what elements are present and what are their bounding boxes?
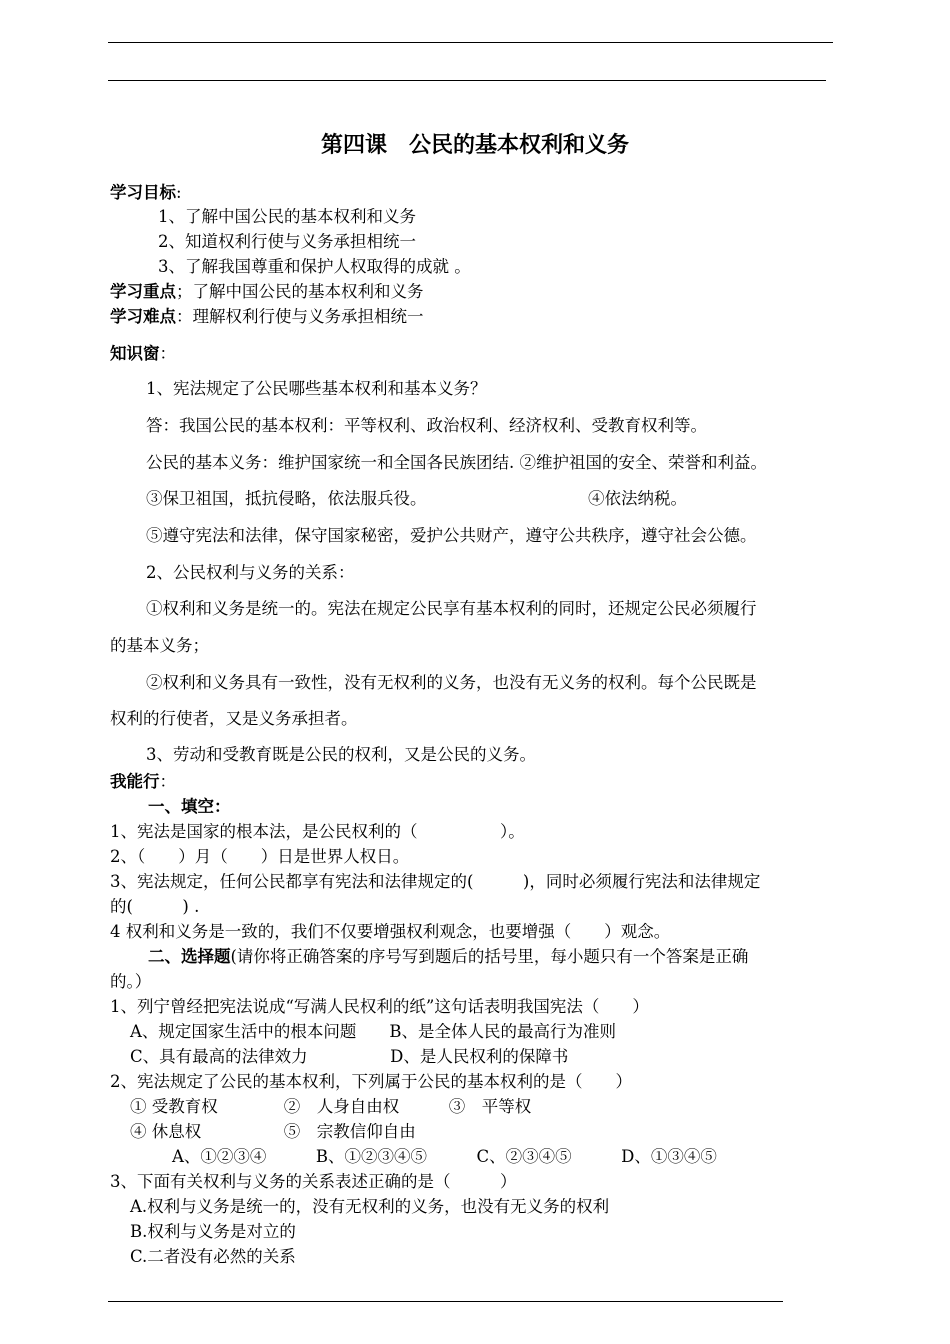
page-title: 第四课 公民的基本权利和义务 [320,133,629,158]
choice-line: C、具有最高的法律效力 D、是人民权利的保障书 [130,1047,569,1066]
choice-line: A、规定国家生活中的根本问题 B、是全体人民的最高行为准则 [130,1022,617,1041]
objective-item: 3、了解我国尊重和保护人权取得的成就 。 [158,257,471,276]
practice-label: 我能行 [110,772,160,791]
choice-line: A.权利与义务是统一的，没有无权利的义务，也没有无义务的权利 [130,1197,610,1216]
choice-line: ① 受教育权 ② 人身自由权 ③ 平等权 [130,1097,532,1116]
fill-line: 2、（ ）月（ ）日是世界人权日。 [110,847,410,866]
knowledge-line: ④依法纳税。 [588,489,687,508]
knowledge-line: 公民的基本义务：维护国家统一和全国各民族团结. ②维护祖国的安全、荣誉和利益。 [146,453,767,472]
fill-line: 的( ) . [110,897,200,916]
knowledge-line: ③保卫祖国，抵抗侵略，依法服兵役。 [146,489,427,508]
choice-instruction: (请你将正确答案的序号写到题后的括号里，每小题只有一个答案是正确 [230,947,749,966]
difficulty-sep: ： [176,307,193,326]
objectives-heading [110,182,182,204]
knowledge-label: 知识窗 [110,344,160,363]
choice-line: B.权利与义务是对立的 [130,1222,296,1241]
header-rule-2 [108,80,826,81]
knowledge-line: ⑤遵守宪法和法律，保守国家秘密，爱护公共财产，遵守公共秩序，遵守社会公德。 [146,526,757,545]
knowledge-line: ①权利和义务是统一的。宪法在规定公民享有基本权利的同时，还规定公民必须履行 [146,599,757,618]
choice-line: A、①②③④ B、①②③④⑤ C、②③④⑤ D、①③④⑤ [172,1147,717,1166]
choice-instruction-cont: 的。） [110,972,152,991]
choice-heading [148,946,748,968]
choice-line: ④ 休息权 ⑤ 宗教信仰自由 [130,1122,416,1141]
choice-line: 2、宪法规定了公民的基本权利，下列属于公民的基本权利的是（ ） [110,1072,632,1091]
choice-line: 3、下面有关权利与义务的关系表述正确的是（ ） [110,1172,517,1191]
fill-line: 1、宪法是国家的根本法，是公民权利的（ ）。 [110,822,525,841]
objectives-colon: : [176,183,182,202]
objectives-label: 学习目标 [110,183,176,202]
knowledge-line: ②权利和义务具有一致性，没有无权利的义务，也没有无义务的权利。每个公民既是 [146,673,757,692]
knowledge-line: 的基本义务； [110,636,209,655]
practice-colon: ： [159,772,176,791]
objective-item: 1、了解中国公民的基本权利和义务 [158,207,416,226]
key-point-text: 了解中国公民的基本权利和义务 [192,282,424,301]
key-point-sep: ； [176,282,193,301]
fill-line: 4 权利和义务是一致的，我们不仅要增强权利观念，也要增强（ ）观念。 [110,922,671,941]
difficulty [110,306,424,328]
difficulty-label: 学习难点 [110,307,176,326]
knowledge-line: 3、劳动和受教育既是公民的权利，又是公民的义务。 [146,745,536,764]
knowledge-line: 权利的行使者，又是义务承担者。 [110,709,358,728]
header-rule-1 [108,42,833,43]
objective-item: 2、知道权利行使与义务承担相统一 [158,232,416,251]
choice-heading-label: 二、选择题 [148,947,231,966]
knowledge-line: 2、公民权利与义务的关系： [146,563,355,582]
footer-rule [108,1301,783,1302]
fill-heading: 一、填空： [148,797,231,816]
knowledge-colon: ： [159,344,176,363]
knowledge-line: 答：我国公民的基本权利：平等权利、政治权利、经济权利、受教育权利等。 [146,416,707,435]
key-point [110,281,424,303]
key-point-label: 学习重点 [110,282,176,301]
practice-heading [110,771,176,793]
knowledge-line: 1、宪法规定了公民哪些基本权利和基本义务？ [146,379,487,398]
difficulty-text: 理解权利行使与义务承担相统一 [192,307,424,326]
choice-line: C.二者没有必然的关系 [130,1247,296,1266]
choice-line: 1、列宁曾经把宪法说成“写满人民权利的纸”这句话表明我国宪法（ ） [110,997,649,1016]
knowledge-heading [110,343,176,365]
fill-line: 3、宪法规定，任何公民都享有宪法和法律规定的( )，同时必须履行宪法和法律规定 [110,872,761,891]
